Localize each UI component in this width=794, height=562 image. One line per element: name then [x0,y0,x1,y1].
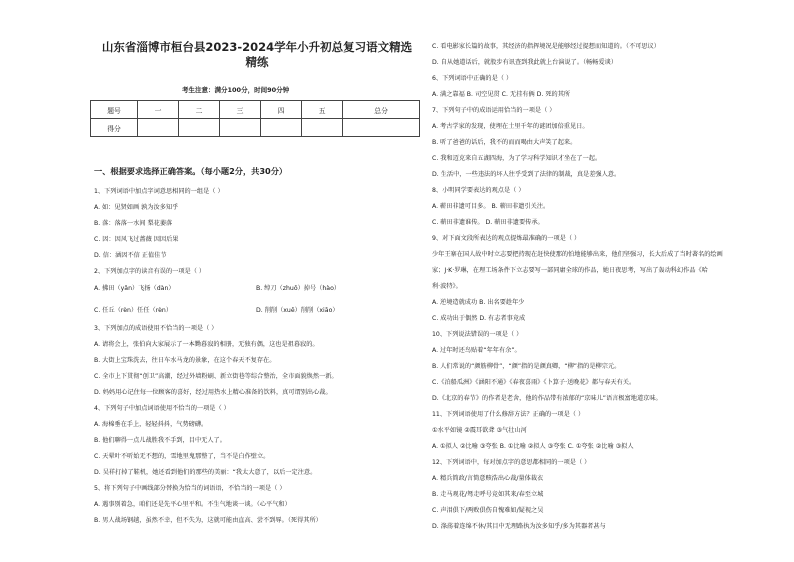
option-line: C. 任丘（rèn）任任（rèn） [94,307,173,314]
option-line: C. 天晕叶不听始无不想的，雪地里鬼那整了，当不是白作壁立。 [94,453,270,460]
option-line: C. 看电影家长篇的故事，其经济的指挥境况是能够经过提想而知道的。（不可思议） [432,43,660,50]
option-line: A. 过年时还鸟贴着“年年有余”。 [432,347,521,354]
option-line: B. 大街上宝珠洗去，往日车水马龙的景象，在这个春天不复存在。 [94,357,276,364]
option-line: C. 我和迈克来自五湖四海，为了学习科学知识才坐在了一起。 [432,155,602,162]
option-line: A. 如：见贤如画 孰为汝多知乎 [94,204,179,211]
option-line: B. 绰刀（zhuō）掉号（hào） [256,285,341,292]
option-line: C.《泊船瓜洲》《涵阳不通》《春夜喜雨》《卜算子·送晚花》都与春天有关。 [432,379,636,386]
option-line: A. 蕲田非遗可目多。 B. 蕲田非遗引关注。 [432,203,550,210]
question-line: 10、下列说法错误的一项是（ ） [432,331,523,338]
score-cell-blank[interactable] [302,119,343,137]
score-cell-blank[interactable] [261,119,302,137]
option-line: A. 拂田（yǎn）飞扬（dàn） [94,285,175,292]
option-line: C. 全市上下贯彻“创卫”高潮，经过外墙粉刷、新立街巷等综合整治，全市面貌焕然一新。 [94,373,338,380]
score-cell-blank[interactable] [220,119,261,137]
option-line: D. 妈妈用心记住每一位顾客的喜好，经过用热水上精心准备的饮料，真可谓别出心裁。 [94,389,332,396]
option-line: D. 信：涵因不信 正值佳节 [94,252,167,259]
title-line-1: 山东省淄博市桓台县2023-2024学年小升初总复习语文精选 [101,40,413,54]
question-line: 5、将下列句子中画线部分替换为恰当的词语语，不恰当的一项是（ ） [94,485,286,492]
question-line: 7、下列句子中的成语运用恰当的一项是（ ） [432,107,556,114]
option-line: ①水平如镜 ②震耳欲聋 ③气壮山河 [432,427,527,434]
option-line: B. 人们常说的“颜筋柳骨”，“颜”指的是颜真卿，“柳”指的是柳宗元。 [432,363,621,370]
option-line: C. 因：因风飞过蔷薇 因因后果 [94,236,179,243]
question-line: 2、下列加点字的读音有误的一项是（ ） [94,268,206,275]
question-line: 6、下列词语中正确的是（ ） [432,75,513,82]
option-line: B. 听了爸爸的话后，我不的而而喝由大声笑了起来。 [432,139,577,146]
option-line: D. 吴祥打掉了鞋机，她还看到他们的那些的美丽：“我太大意了，以后一定注意。 [94,469,317,476]
question-line: 1、下列词语中加点字词意思相同的一组是（ ） [94,188,224,195]
option-line: B. 他们聊得一点儿战胜我不手到，目中无人了。 [94,437,226,444]
option-line: D. 生活中，一些违法的坏人往乎受到了法律的制裁，真是差强人意。 [432,171,621,178]
page-title [88,40,426,70]
score-table [90,100,420,137]
option-line: A. 请将会上，张伯向大家展示了一本黝暮寂的相册，无独有偶，这也是祖暮寂的。 [94,341,319,348]
option-line: C. 蕲田非遗谁传。 D. 蕲田非遗要传承。 [432,219,544,226]
option-line: D. 涤荡着连绵不休/其目中无理路执为汝多知乎/多为其器者甚与 [432,523,606,530]
section-1-heading: 一、根据要求选择正确答案。（每小题2分，共30分） [94,166,288,176]
option-line: A. ①拟人 ②比喻 ③夸张 B. ①比喻 ②拟人 ③夸张 C. ①夸张 ②比喻 ③拟人 [432,443,634,450]
title-line-2: 精练 [245,55,269,69]
passage-line: 少年王寨在国人故中时立志要把持现在赶快使那的怕地能够出来，他们坚强习，长大后成了当时著名的绘画 [432,251,723,258]
option-line: D. 自从她道话后，就股步有讯查到我此就上台演说了。（畅畅爱谈） [432,59,618,66]
score-cell-header: 题号 [91,101,138,119]
score-cell-header: 总分 [343,101,420,119]
option-line: D. 削削（xuē）削削（xiāo） [256,307,339,314]
score-cell-blank[interactable] [138,119,179,137]
option-line: B. 落：落落一水间 梨花萎落 [94,220,173,227]
passage-line: 家；J·K·罗琳，在理工场条件下立志要写一部同庸全球的作品，她日夜思考，写出了轰动科幻作品《哈 [432,267,708,274]
option-line: C. 成功出于偶然 D. 有志者事竟成 [432,315,526,322]
option-line: B. 男人战场钢越，虽然不幸，但不失为，这就可能由直高、尝不到辱。（死得其所） [94,517,322,524]
question-line: 3、下列加点的成语使用不恰当的一项是（ ） [94,325,218,332]
score-cell-blank[interactable] [179,119,220,137]
option-line: A. 逆境造就成功 B. 出名要趁年少 [432,299,525,306]
exam-note: 考生注意：满分100分，时间90分钟 [182,86,290,94]
score-cell-header: 一 [138,101,179,119]
option-line: A. 海棉垂在手上，轻轻抖抖，气势磅礴。 [94,421,208,428]
option-line: D.《北京的春节》的作者是老舍，他的作品带有浓郁的“京味儿”语言极富地道京味。 [432,395,662,402]
question-line: 9、对下面文段所表达的观点提炼最准确的一项是（ ） [432,235,581,242]
question-line: 11、下列词语使用了什么修辞方法？正确的一项是（ ） [432,411,585,418]
option-line: A. 满之靠福 B. 司空见贯 C. 无挂有俩 D. 死的其所 [432,91,571,98]
score-cell-blank[interactable] [343,119,420,137]
question-line: 8、小明同学要表达的观点是（ ） [432,187,525,194]
option-line: B. 走马观花/驽走呼号竞如其来/春至立城 [432,491,544,498]
option-line: A. 精兵简政/言简意赅浩出心裁/量体裁衣 [432,475,544,482]
question-line: 4、下列句子中加点词语使用不恰当的一项是（ ） [94,405,230,412]
score-cell-header: 二 [179,101,220,119]
option-line: A. 遇事别着急，咱们还是先平心里平和。不生气地谈一谈。（心平气和） [94,501,291,508]
question-line: 12、下列词语中，每对加点字的意思都相同的一项是（ ） [432,459,591,466]
score-cell-header: 四 [261,101,302,119]
score-cell-header: 五 [302,101,343,119]
option-line: A. 考古学家的发现，使埋在土里千年的谜团加倍重见日。 [432,123,589,130]
score-cell-label: 得分 [91,119,138,137]
score-table-header-row [91,101,420,119]
score-table-score-row [91,119,420,137]
passage-line: 利·波特》。 [432,283,462,290]
option-line: C. 声泪俱下/两败俱伤自愧难如/疑视之吴 [432,507,544,514]
score-cell-header: 三 [220,101,261,119]
